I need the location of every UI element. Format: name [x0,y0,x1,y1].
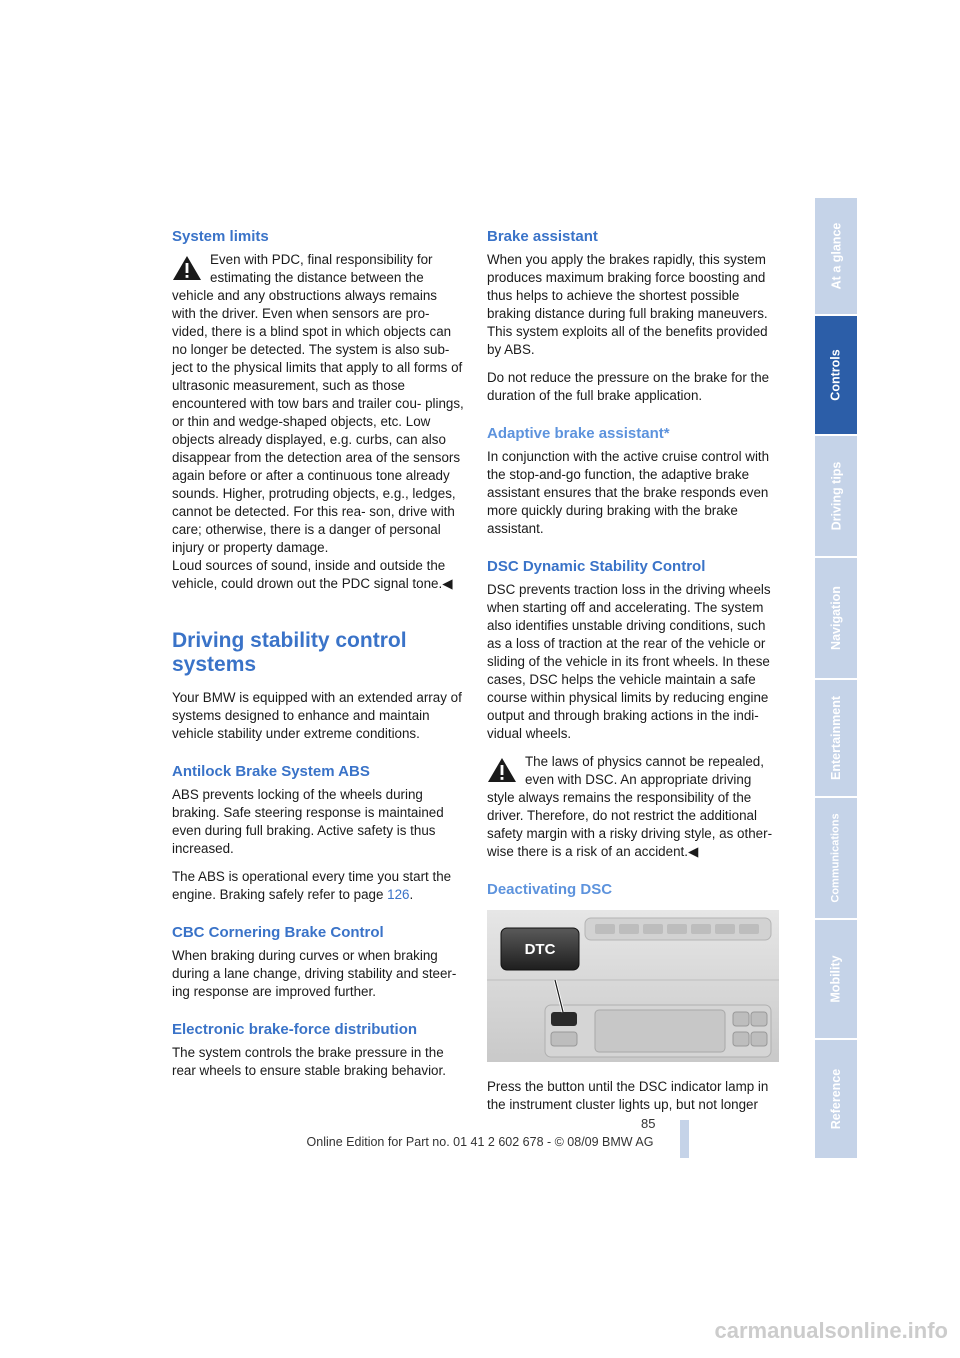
tab-controls[interactable] [815,316,857,436]
abs-heading: Antilock Brake System ABS [172,763,370,780]
end-mark: ◀ [442,576,453,591]
watermark: carmanualsonline.info [714,1318,948,1343]
tab-label: At a glance [829,222,843,290]
dsc-warning [487,753,779,861]
tab-label: Reference [829,1068,844,1130]
cbc-heading: CBC Cornering Brake Control [172,924,384,941]
tab-label: Communications [830,813,843,903]
tab-communications[interactable] [815,798,857,920]
tab-label: Driving tips [829,461,844,531]
abs-text-1: ABS prevents locking of the wheels during braking. Safe steering response is maintained even during full braking. Active safety is thus increased. [172,787,444,856]
system-limits-text-2: Loud sources of sound, inside and outside the vehicle, could drown out the PDC signal tone. [172,558,446,591]
dsc-heading: DSC Dynamic Stability Control [487,558,706,575]
deactivating-heading: Deactivating DSC [487,881,613,898]
deactivating-text: Press the button until the DSC indicator lamp in the instrument cluster lights up, but not longer [487,1079,769,1112]
system-limits-warning [172,251,464,593]
footer-edition: Online Edition for Part no. 01 41 2 602 678 - © 08/09 BMW AG [306,1135,654,1149]
tab-navigation[interactable] [815,558,857,680]
stability-text: Your BMW is equipped with an extended array of systems designed to enhance and maintain vehicle stability under extreme conditions. [172,690,462,741]
tab-label: Entertainment [829,695,844,781]
dsc-warning-text: The laws of physics cannot be repealed, even with DSC. An appropriate driving style always remains the responsibility of the driver. Therefore, do not restrict the additional safety margin with a risky driving style, as other- wise there is a risk of an accident. [487,754,773,859]
dsc-text: DSC prevents traction loss in the driving wheels when starting off and accelerating. The system also identifies unstable driving conditions, such as a loss of traction at the rear of the vehicle or sliding of the vehicle in its front wheels. In these cases, DSC helps the vehicle maintain a safe course within physical limits by reducing engine output and through braking actions in the indi- vidual wheels. [487,582,771,741]
left-column [172,228,464,1090]
ebd-text: The system controls the brake pressure in the rear wheels to ensure stable braking behavior. [172,1045,446,1078]
adaptive-heading: Adaptive brake assistant* [487,425,670,442]
tab-at-a-glance[interactable] [815,198,857,316]
tab-entertainment[interactable] [815,680,857,798]
brake-assistant-heading: Brake assistant [487,228,598,245]
brake-assistant-text-1: When you apply the brakes rapidly, this system produces maximum braking force boosting and thus helps to achieve the shortest possible braking distance during full braking maneuvers. This system exploits all of the benefits provided by ABS. [487,252,768,357]
tab-mobility[interactable] [815,920,857,1040]
tab-label: Navigation [829,586,843,650]
warning-icon [487,757,517,783]
abs-text-2-suffix: . [409,887,414,902]
abs-text-2-prefix: The ABS is operational every time you start the engine. Braking safely refer to page [172,869,452,902]
chapter-tabs [815,198,857,1160]
adaptive-text: In conjunction with the active cruise control with the stop-and-go function, the adaptive brake assistant ensures that the brake responds even more quickly during braking with the brake assistant. [487,449,770,536]
tab-label: Mobility [829,955,843,1003]
system-limits-text: Even with PDC, final responsibility for estimating the distance between the vehicle and any obstructions always remains with the driver. Even when sensors are pro- vided, there is a blind spot in which objects can no longer be detected. The system is also sub- ject to the physical limits that apply to all forms of ultrasonic measurement, such as those encountered with tow bars and trailer cou- plings, or thin and wedge-shaped objects, etc. Low objects already displayed, e.g. curbs, can also disappear from the detection area of the sensors again before or after a continuous tone already sounds. Higher, protruding objects, e.g., ledges, cannot be detected. For this rea- son, drive with care; otherwise, there is a danger of personal injury or property damage. [172,252,464,555]
abs-text-2 [172,868,464,904]
ebd-heading: Electronic brake-force distribution [172,1021,418,1038]
tab-driving-tips[interactable] [815,436,857,558]
brake-assistant-text-2: Do not reduce the pressure on the brake for the duration of the full brake application. [487,370,770,403]
dtc-button-label: DTC [524,940,556,958]
right-column [487,228,779,1124]
tab-label: Controls [829,349,844,401]
cbc-text: When braking during curves or when braking during a lane change, driving stability and steer- ing response are improved further. [172,948,457,999]
system-limits-heading: System limits [172,228,269,245]
page-link[interactable]: 126 [387,887,410,902]
dsc-button-figure [487,910,779,1062]
warning-icon [172,255,202,281]
stability-heading: Driving stability control systems [172,629,407,676]
end-mark: ◀ [687,844,699,859]
page-number: 85 [641,1116,656,1131]
